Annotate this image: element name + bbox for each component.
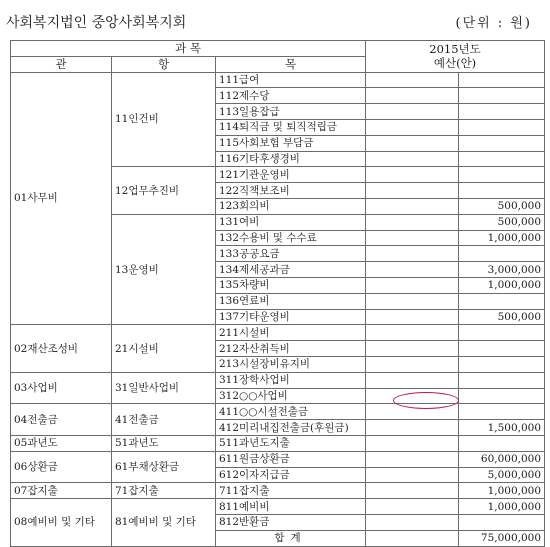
mok-cell: 511과년도지출 (216, 435, 366, 451)
mok-cell: 211시설비 (216, 325, 366, 341)
hang-cell: 71잡지출 (112, 483, 216, 499)
amount-cell: 500,000 (459, 214, 545, 230)
blank-cell (366, 277, 459, 293)
amount-cell (459, 246, 545, 262)
amount-cell: 60,000,000 (459, 451, 545, 467)
mok-cell: 411○○시설전출금 (216, 404, 366, 420)
gwan-cell: 06상환금 (11, 451, 112, 483)
gwan-cell: 04전출금 (11, 404, 112, 436)
hang-cell: 61부채상환금 (112, 451, 216, 483)
blank-cell (366, 483, 459, 499)
table-row (11, 404, 545, 420)
mok-cell: 122직책보조비 (216, 183, 366, 199)
mok-cell: 811예비비 (216, 499, 366, 515)
amount-cell (459, 404, 545, 420)
hang-cell: 11인건비 (112, 72, 216, 167)
amount-cell: 3,000,000 (459, 262, 545, 278)
mok-cell: 212자산취득비 (216, 341, 366, 357)
blank-cell (366, 467, 459, 483)
amount-cell (459, 135, 545, 151)
blank-cell (366, 88, 459, 104)
amount-cell: 5,000,000 (459, 467, 545, 483)
amount-cell: 1,000,000 (459, 483, 545, 499)
amount-cell: 1,000,000 (459, 277, 545, 293)
table-row (11, 451, 545, 467)
blank-cell (366, 341, 459, 357)
budget-year: 2015년도 (429, 42, 481, 57)
mok-cell: 412미리내집전출금(후원금) (216, 420, 366, 436)
mok-cell: 137기타운영비 (216, 309, 366, 325)
mok-cell: 611원금상환금 (216, 451, 366, 467)
blank-cell (366, 198, 459, 214)
mok-cell: 131여비 (216, 214, 366, 230)
amount-cell (459, 104, 545, 120)
amount-cell (459, 151, 545, 167)
blank-cell (366, 530, 459, 546)
blank-cell (366, 151, 459, 167)
mok-cell: 134제세공과금 (216, 262, 366, 278)
unit-label: (단위 : 원) (455, 16, 532, 31)
blank-cell (366, 451, 459, 467)
blank-cell (366, 135, 459, 151)
hang-cell: 41전출금 (112, 404, 216, 436)
mok-cell: 121기관운영비 (216, 167, 366, 183)
budget-table (10, 40, 545, 547)
amount-cell (459, 72, 545, 88)
mok-cell: 135차량비 (216, 277, 366, 293)
amount-cell (459, 167, 545, 183)
mok-cell: 123회의비 (216, 198, 366, 214)
hang-cell: 12업무추진비 (112, 167, 216, 214)
gwan-cell: 07잡지출 (11, 483, 112, 499)
blank-cell (366, 499, 459, 515)
hang-cell: 81예비비 및 기타 (112, 499, 216, 546)
amount-cell (459, 325, 545, 341)
amount-cell (459, 293, 545, 309)
mok-cell: 136연료비 (216, 293, 366, 309)
blank-cell (366, 119, 459, 135)
col-mok-header: 목 (216, 56, 366, 72)
mok-cell: 312○○사업비 (216, 388, 366, 404)
mok-cell: 311장학사업비 (216, 372, 366, 388)
table-row (11, 483, 545, 499)
amount-cell: 500,000 (459, 198, 545, 214)
table-row (11, 372, 545, 388)
highlight-circle (393, 392, 459, 409)
blank-cell (366, 183, 459, 199)
blank-cell (366, 230, 459, 246)
subject-header: 과 목 (11, 41, 366, 57)
org-name: 사회복지법인 중앙사회복지회 (6, 15, 187, 31)
hang-cell: 13운영비 (112, 214, 216, 325)
blank-cell (366, 325, 459, 341)
table-row (11, 435, 545, 451)
blank-cell (366, 356, 459, 372)
blank-cell (366, 104, 459, 120)
blank-cell (366, 372, 459, 388)
mok-cell: 711잡지출 (216, 483, 366, 499)
mok-cell: 113일용잡급 (216, 104, 366, 120)
mok-cell: 116기타후생경비 (216, 151, 366, 167)
blank-cell (366, 293, 459, 309)
blank-cell (366, 214, 459, 230)
amount-cell (459, 435, 545, 451)
mok-cell: 133공공요금 (216, 246, 366, 262)
hang-cell: 21시설비 (112, 325, 216, 372)
amount-cell (459, 372, 545, 388)
mok-cell: 111급여 (216, 72, 366, 88)
budget-kind: 예산(안) (433, 56, 477, 71)
amount-cell (459, 388, 545, 404)
blank-cell (366, 262, 459, 278)
blank-cell (366, 435, 459, 451)
blank-cell (366, 420, 459, 436)
total-label: 합계 (216, 530, 366, 546)
table-row (11, 72, 545, 88)
blank-cell (366, 167, 459, 183)
mok-cell: 132수용비 및 수수료 (216, 230, 366, 246)
amount-cell: 1,000,000 (459, 230, 545, 246)
col-hang-header: 항 (112, 56, 216, 72)
amount-cell (459, 514, 545, 530)
gwan-cell: 02재산조성비 (11, 325, 112, 372)
total-amount: 75,000,000 (459, 530, 545, 546)
blank-cell (366, 309, 459, 325)
mok-cell: 612이자지급금 (216, 467, 366, 483)
gwan-cell: 08예비비 및 기타 (11, 499, 112, 546)
hang-cell: 51과년도 (112, 435, 216, 451)
col-gwan-header: 관 (11, 56, 112, 72)
gwan-cell: 03사업비 (11, 372, 112, 404)
hang-cell: 31일반사업비 (112, 372, 216, 404)
amount-cell (459, 341, 545, 357)
amount-cell: 1,500,000 (459, 420, 545, 436)
blank-cell (366, 246, 459, 262)
mok-cell: 213시설장비유지비 (216, 356, 366, 372)
mok-cell: 112제수당 (216, 88, 366, 104)
mok-cell: 812반환금 (216, 514, 366, 530)
mok-cell: 115사회보험 부담금 (216, 135, 366, 151)
gwan-cell: 05과년도 (11, 435, 112, 451)
blank-cell (366, 514, 459, 530)
gwan-cell: 01사무비 (11, 72, 112, 325)
table-row (11, 325, 545, 341)
table-row (11, 499, 545, 515)
blank-cell (366, 72, 459, 88)
amount-cell (459, 88, 545, 104)
amount-cell (459, 356, 545, 372)
budget-header (366, 41, 545, 73)
mok-cell: 114퇴직금 및 퇴직적립금 (216, 119, 366, 135)
amount-cell (459, 119, 545, 135)
amount-cell (459, 183, 545, 199)
amount-cell: 500,000 (459, 309, 545, 325)
amount-cell: 1,000,000 (459, 499, 545, 515)
